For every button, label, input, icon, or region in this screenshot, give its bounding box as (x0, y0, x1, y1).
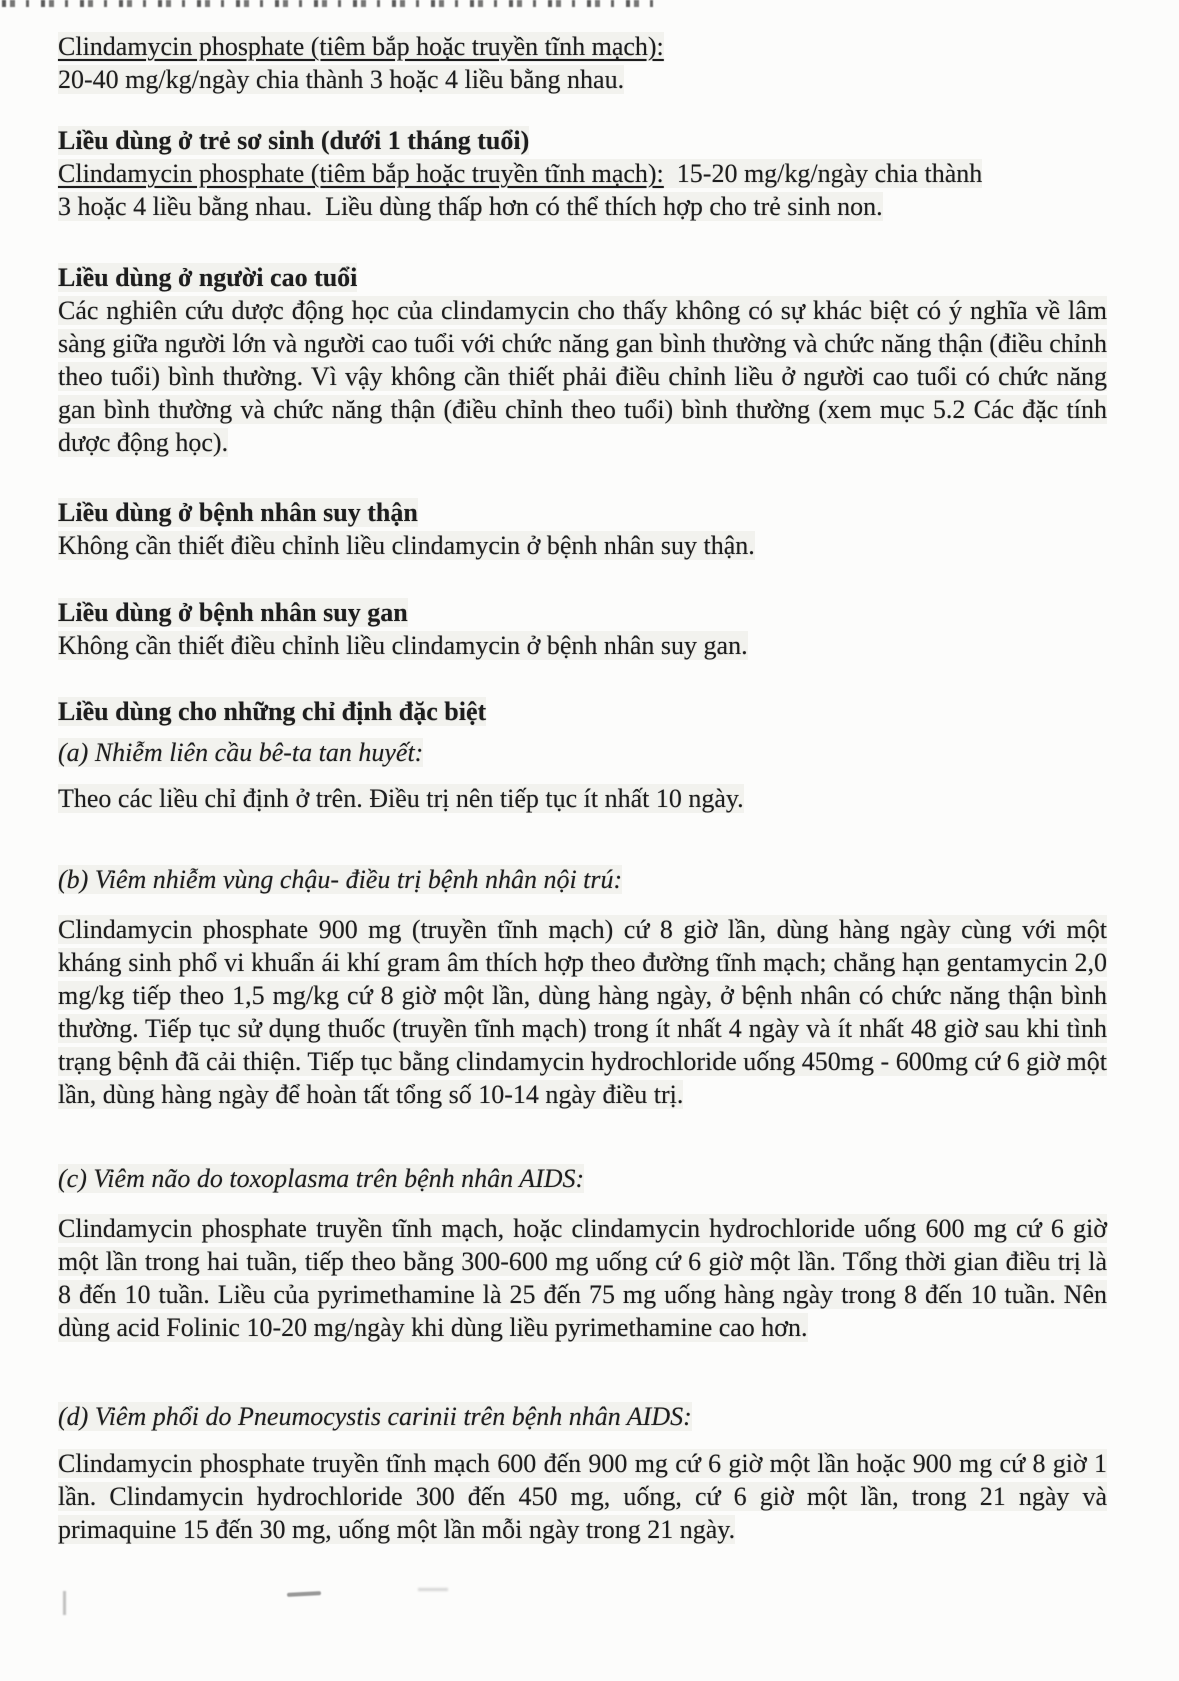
document-content (0, 30, 1179, 1546)
section-elderly (58, 261, 1107, 459)
section-heading: Liều dùng ở người cao tuổi (58, 263, 358, 292)
scan-artifact-smudge (418, 1588, 448, 1591)
subsection-label-d: (d) Viêm phổi do Pneumocystis carinii trên bệnh nhân AIDS: (58, 1402, 692, 1431)
section-heading: Liều dùng cho những chỉ định đặc biệt (58, 697, 487, 726)
subsection-body-c: Clindamycin phosphate truyền tĩnh mạch, hoặc clindamycin hydrochloride uống 600 mg cứ 6 giờ một lần trong hai tuần, tiếp theo bằng 300-600 mg uống cứ 6 giờ một lần. Tổng thời gian điều trị là 8 đến 10 tuần. Liều của pyrimethamine là 25 đến 75 mg uống hàng ngày trong 8 đến 10 tuần. Nên dùng acid Folinic 10-20 mg/ngày khi dùng liều pyrimethamine cao hơn. (58, 1214, 1107, 1342)
paragraph-body: Không cần thiết điều chỉnh liều clindamycin ở bệnh nhân suy thận. (58, 531, 755, 560)
clipped-text-fragment-top (2, 0, 662, 7)
subsection-body-a: Theo các liều chỉ định ở trên. Điều trị nên tiếp tục ít nhất 10 ngày. (58, 784, 744, 813)
scan-artifact-dash (287, 1591, 321, 1597)
subsection-label-a: (a) Nhiễm liên cầu bê-ta tan huyết: (58, 738, 424, 767)
section-special-indications (58, 695, 1107, 1546)
section-heading: Liều dùng ở bệnh nhân suy gan (58, 598, 408, 627)
underlined-drug-route: Clindamycin phosphate (tiêm bắp hoặc truyền tĩnh mạch): (58, 32, 664, 61)
paragraph-lead (58, 30, 1107, 63)
section-heading: Liều dùng ở trẻ sơ sinh (dưới 1 tháng tuổi) (58, 126, 530, 155)
section-neonates (58, 124, 1107, 223)
subsection-body-d: Clindamycin phosphate truyền tĩnh mạch 600 đến 900 mg cứ 6 giờ một lần hoặc 900 mg cứ 8 giờ 1 lần. Clindamycin hydrochloride 300 đến 450 mg, uống, cứ 6 giờ một lần, trong 21 ngày và primaquine 15 đến 30 mg, uống một lần mỗi ngày trong 21 ngày. (58, 1449, 1107, 1544)
subsection-label-c: (c) Viêm não do toxoplasma trên bệnh nhân AIDS: (58, 1164, 585, 1193)
section-hepatic-impairment (58, 596, 1107, 662)
paragraph-body: Các nghiên cứu dược động học của clindamycin cho thấy không có sự khác biệt có ý nghĩa về lâm sàng giữa người lớn và người cao tuổi với chức năng gan bình thường và chức năng thận (điều chỉnh theo tuổi) bình thường. Vì vậy không cần thiết phải điều chỉnh liều ở người cao tuổi có chức năng gan bình thường và chức năng thận (điều chỉnh theo tuổi) bình thường (xem mục 5.2 Các đặc tính dược động học). (58, 296, 1107, 457)
paragraph-lead: Clindamycin phosphate (tiêm bắp hoặc truyền tĩnh mạch): 15-20 mg/kg/ngày chia thành (58, 159, 983, 188)
section-dose-im-iv (58, 30, 1107, 96)
scan-artifact-tick (63, 1591, 66, 1615)
underlined-drug-route: Clindamycin phosphate (tiêm bắp hoặc truyền tĩnh mạch): (58, 159, 664, 188)
section-renal-impairment (58, 496, 1107, 562)
section-heading: Liều dùng ở bệnh nhân suy thận (58, 498, 418, 527)
paragraph-dose: 20-40 mg/kg/ngày chia thành 3 hoặc 4 liều bằng nhau. (58, 65, 625, 94)
subsection-body-b: Clindamycin phosphate 900 mg (truyền tĩnh mạch) cứ 8 giờ lần, dùng hàng ngày cùng với một kháng sinh phổ vi khuẩn ái khí gram âm thích hợp theo đường tĩnh mạch; chẳng hạn gentamycin 2,0 mg/kg tiếp theo 1,5 mg/kg cứ 8 giờ một lần, dùng hàng ngày, ở bệnh nhân có chức năng thận bình thường. Tiếp tục sử dụng thuốc (truyền tĩnh mạch) trong ít nhất 4 ngày và ít nhất 48 giờ sau khi tình trạng bệnh đã cải thiện. Tiếp tục bằng clindamycin hydrochloride uống 450mg - 600mg cứ 6 giờ một lần, dùng hàng ngày để hoàn tất tổng số 10-14 ngày điều trị. (58, 915, 1107, 1109)
subsection-label-b: (b) Viêm nhiễm vùng chậu- điều trị bệnh nhân nội trú: (58, 865, 623, 894)
paragraph-dose: 3 hoặc 4 liều bằng nhau. Liều dùng thấp hơn có thể thích hợp cho trẻ sinh non. (58, 192, 883, 221)
paragraph-body: Không cần thiết điều chỉnh liều clindamycin ở bệnh nhân suy gan. (58, 631, 748, 660)
